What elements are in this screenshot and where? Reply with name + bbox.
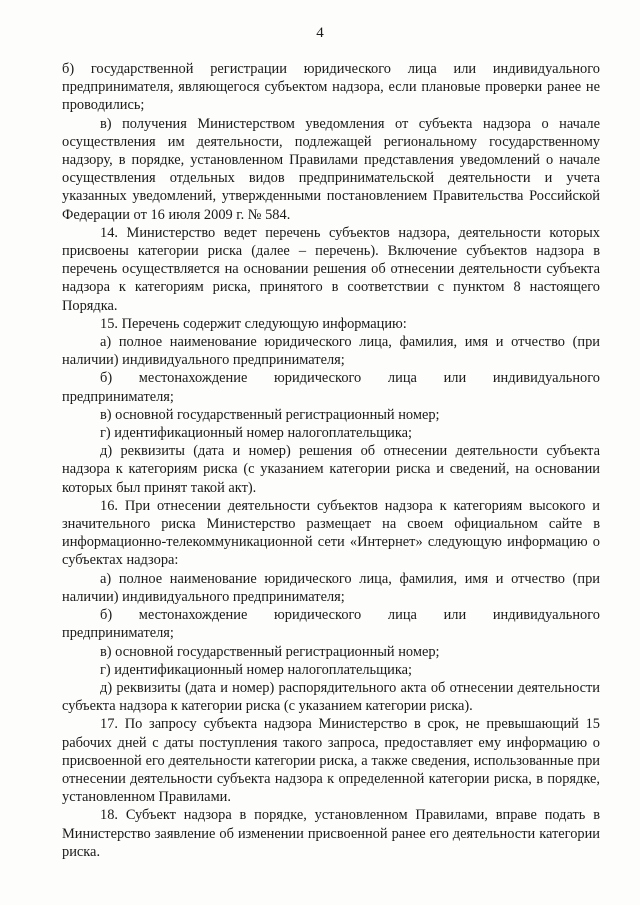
paragraph-16b: б) местонахождение юридического лица или индивидуального предпринимателя; bbox=[62, 607, 600, 642]
paragraph-16d: д) реквизиты (дата и номер) распорядительного акта об отнесении деятельности субъекта надзора к категории риска (с указанием категории риска). bbox=[62, 679, 600, 715]
paragraph-15: 15. Перечень содержит следующую информацию: bbox=[100, 315, 407, 332]
paragraph-15b: б) местонахождение юридического лица или индивидуального предпринимателя; bbox=[62, 370, 600, 405]
paragraph-15v: в) основной государственный регистрационный номер; bbox=[100, 406, 440, 423]
paragraph-16v: в) основной государственный регистрационный номер; bbox=[100, 643, 440, 660]
paragraph-16: 16. При отнесении деятельности субъектов надзора к категориям высокого и значительного риска Министерство размещает на своем официальном сайте в информационно-телекоммуникационной сети «Интернет» следующую информацию о субъектах надзора: bbox=[62, 497, 600, 569]
paragraph-16g: г) идентификационный номер налогоплательщика; bbox=[100, 661, 413, 678]
paragraph-15g: г) идентификационный номер налогоплательщика; bbox=[100, 425, 413, 442]
page-number: 4 bbox=[316, 25, 324, 41]
paragraph-17: 17. По запросу субъекта надзора Министерство в срок, не превышающий 15 рабочих дней с даты поступления такого запроса, предоставляет ему информацию о присвоенной его деятельности категории риска, а также сведения, использованные при отнесении деятельности субъекта надзора к определенной категории риска, в порядке, установленном Правилами. bbox=[62, 716, 600, 806]
paragraph-15d: д) реквизиты (дата и номер) решения об отнесении деятельности субъекта надзора к категориям риска (с указанием категории риска и сведений, на основании которых был принят такой акт). bbox=[62, 443, 600, 496]
paragraph-16a: а) полное наименование юридического лица, фамилия, имя и отчество (при наличии) индивидуального предпринимателя; bbox=[62, 570, 600, 605]
paragraph-18: 18. Субъект надзора в порядке, установленном Правилами, вправе подать в Министерство заявление об изменении присвоенной ранее его деятельности категории риска. bbox=[62, 807, 600, 860]
paragraph-13b: б) государственной регистрации юридического лица или индивидуального предпринимателя, являющегося субъектом надзора, если плановые проверки ранее не проводились; bbox=[62, 61, 600, 114]
paragraph-15a: а) полное наименование юридического лица, фамилия, имя и отчество (при наличии) индивидуального предпринимателя; bbox=[62, 334, 600, 369]
paragraph-14: 14. Министерство ведет перечень субъектов надзора, деятельности которых присвоены категории риска (далее – перечень). Включение субъектов надзора в перечень осуществляется на основании решения об отнесении деятельности субъекта надзора к категориям риска, принятого в соответствии с пунктом 8 настоящего Порядка. bbox=[62, 224, 600, 314]
paragraph-13v: в) получения Министерством уведомления от субъекта надзора о начале осуществления им деятельности, подлежащей региональному государственному надзору, в порядке, установленном Правилами представления уведомлений о начале осуществления отдельных видов предпринимательской деятельности и учета указанных уведомлений, утвержденными постановлением Правительства Российской Федерации от 16 июля 2009 г. № 584. bbox=[62, 115, 600, 223]
document-body bbox=[62, 60, 600, 861]
